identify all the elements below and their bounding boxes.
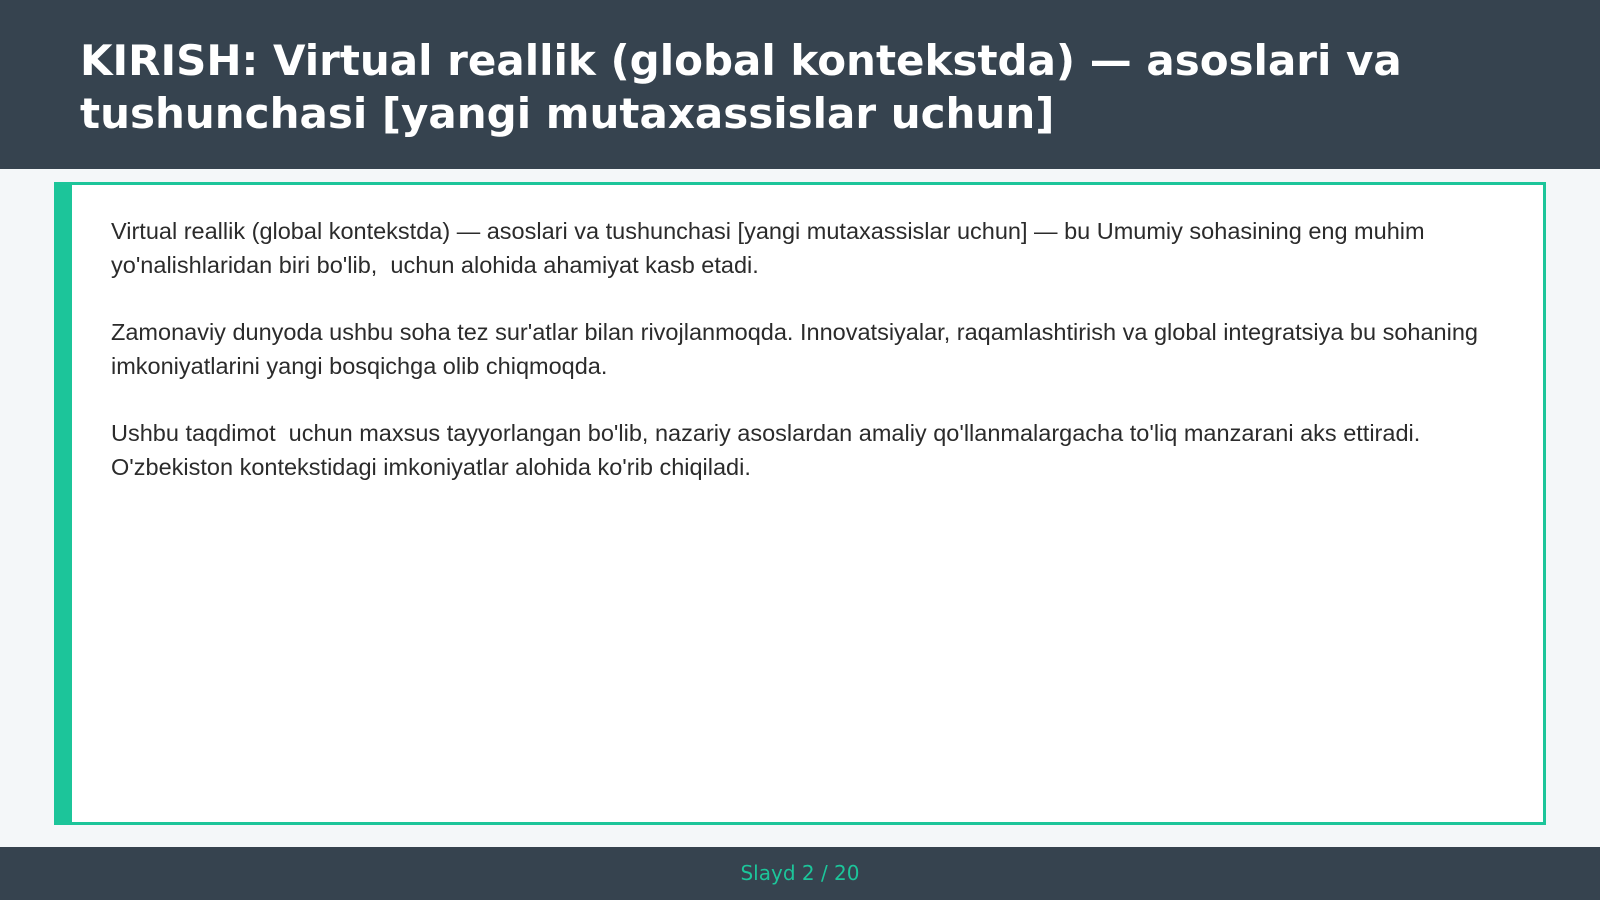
- content-panel: [54, 182, 1546, 825]
- paragraph-presentation: Ushbu taqdimot uchun maxsus tayyorlangan bo'lib, nazariy asoslardan amaliy qo'llanmalargacha to'liq manzarani aks ettiradi. O'zbekiston kontekstidagi imkoniyatlar alohida ko'rib chiqiladi.: [111, 420, 1427, 480]
- paragraph-intro: Virtual reallik (global kontekstda) — asoslari va tushunchasi [yangi mutaxassislar uchun] — bu Umumiy sohasining eng muhim yo'nalishlaridan biri bo'lib, uchun alohida ahamiyat kasb etadi.: [111, 218, 1432, 278]
- slide-title: KIRISH: Virtual reallik (global kontekstda) — asoslari va tushunchasi [yangi mutaxassislar uchun]: [80, 36, 1402, 138]
- slide-header: [0, 0, 1600, 169]
- slide-footer: [0, 847, 1600, 900]
- slide-number: Slayd 2 / 20: [740, 861, 860, 885]
- body-text: [111, 214, 1511, 517]
- paragraph-modern-world: Zamonaviy dunyoda ushbu soha tez sur'atlar bilan rivojlanmoqda. Innovatsiyalar, raqamlashtirish va global integratsiya bu sohaning imkoniyatlarini yangi bosqichga olib chiqmoqda.: [111, 319, 1485, 379]
